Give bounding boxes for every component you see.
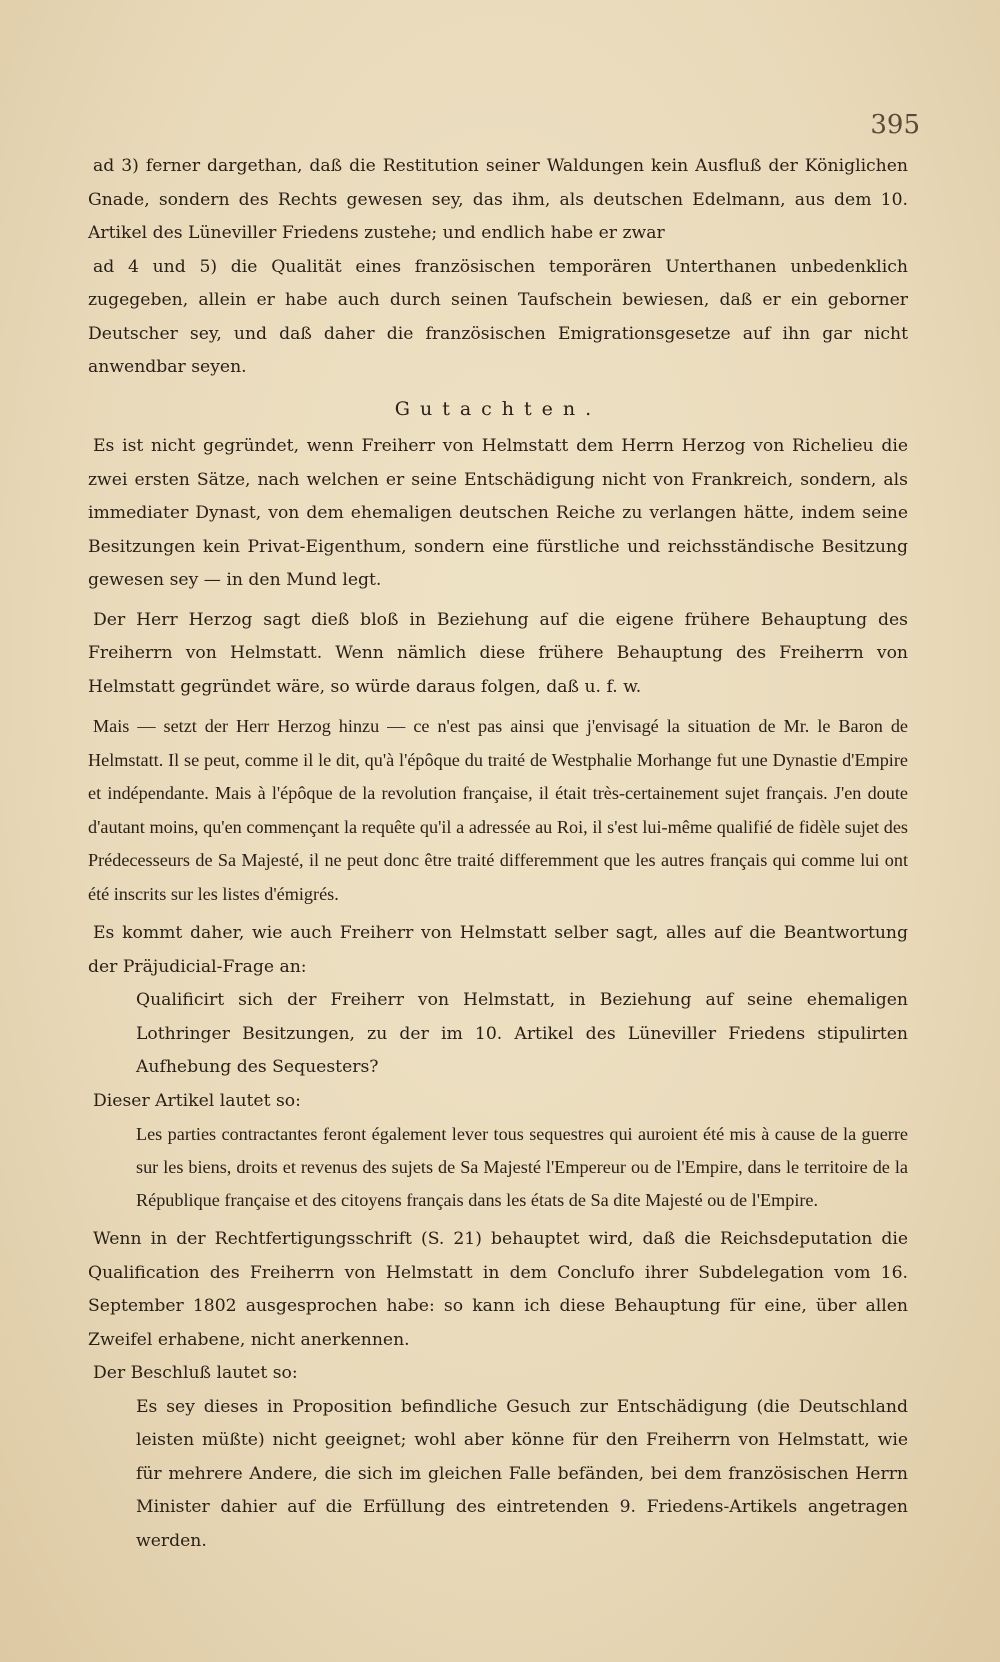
resolution-quote: Es sey dieses in Proposition befindliche Gesuch zur Entschädigung (die Deutschland leisten müßte) nicht geeignet; wohl aber könne für den Freiherrn von Helmstatt, wie für mehrere Andere, die sich im gleichen Falle befänden, bei dem französischen Herrn Minister dahier auf die Erfüllung des eintretenden 9. Friedens-Artikels angetragen werden. xyxy=(136,1396,908,1551)
paragraph-justification: Wenn in der Rechtfertigungsschrift (S. 21) behauptet wird, daß die Reichsdeputation die Qualification des Freiherrn von Helmstatt in dem Conclufo ihrer Subdelegation vom 16. September 1802 ausgesprochen habe: so kann ich diese Behauptung für eine, über allen Zweifel erhabene, nicht anerkennen. xyxy=(88,1229,908,1350)
paragraph-french-quote: Mais — setzt der Herr Herzog hinzu — ce n'est pas ainsi que j'envisagé la situation de Mr. le Baron de Helmstatt. Il se peut, comme il le dit, qu'à l'épôque du traité de Westphalie Morhange fut une Dynastie d'Empire et indépendante. Mais à l'épôque de la revolution française, il était très-certainement sujet français. J'en doute d'autant moins, qu'en commençant la requête qu'il a adressée au Roi, il s'est lui-même qualifié de fidèle sujet des Prédecesseurs de Sa Majesté, il ne peut donc être traité differemment que les autres français qui comme lui ont été inscrits sur les listes d'émigrés. xyxy=(88,716,908,904)
paragraph-opinion-2: Der Herr Herzog sagt dieß bloß in Beziehung auf die eigene frühere Behauptung des Freiherrn von Helmstatt. Wenn nämlich diese frühere Behauptung des Freiherrn von Helmstatt gegründet wäre, so würde daraus folgen, daß u. f. w. xyxy=(88,609,908,697)
page-number: 395 xyxy=(870,110,920,140)
paragraph-opinion-1: Es ist nicht gegründet, wenn Freiherr von Helmstatt dem Herrn Herzog von Richelieu die zwei ersten Sätze, nach welchen er seine Entschädigung nicht von Frankreich, sondern, als immediater Dynast, von dem ehemaligen deutschen Reiche zu verlangen hätte, indem seine Besitzungen kein Privat-Eigenthum, sondern eine fürstliche und reichsständische Besitzung gewesen sey — in den Mund legt. xyxy=(88,436,908,590)
paragraph-preliminary-question: Es kommt daher, wie auch Freiherr von Helmstatt selber sagt, alles auf die Beantwortung der Präjudicial-Frage an: xyxy=(88,923,908,977)
article-quote: Les parties contractantes feront également lever tous sequestres qui auroient été mis à cause de la guerre sur les biens, droits et revenus des sujets de Sa Majesté l'Empereur ou de l'Empire, dans le territoire de la République française et des citoyens français dans les états de Sa dite Majesté ou de l'Empire. xyxy=(136,1124,908,1210)
section-heading: Gutachten. xyxy=(394,397,602,420)
paragraph-ad-4-5: ad 4 und 5) die Qualität eines französischen temporären Unterthanen unbedenklich zugegeben, allein er habe auch durch seinen Taufschein bewiesen, daß er ein geborner Deutscher sey, und daß daher die französischen Emigrationsgesetze auf ihn gar nicht anwendbar seyen. xyxy=(88,256,908,377)
question-text: Qualificirt sich der Freiherr von Helmstatt, in Beziehung auf seine ehemaligen Lothringer Besitzungen, zu der im 10. Artikel des Lüneviller Friedens stipulirten Aufhebung des Sequesters? xyxy=(136,990,908,1077)
paragraph-ad-3: ad 3) ferner dargethan, daß die Restitution seiner Waldungen kein Ausfluß der Königlichen Gnade, sondern des Rechts gewesen sey, das ihm, als deutschen Edelmann, aus dem 10. Artikel des Lüneviller Friedens zustehe; und endlich habe er zwar xyxy=(88,156,908,243)
paragraph-article-intro: Dieser Artikel lautet so: xyxy=(93,1090,301,1111)
page-body xyxy=(88,150,908,1558)
paragraph-resolution-intro: Der Beschluß lautet so: xyxy=(93,1363,298,1383)
